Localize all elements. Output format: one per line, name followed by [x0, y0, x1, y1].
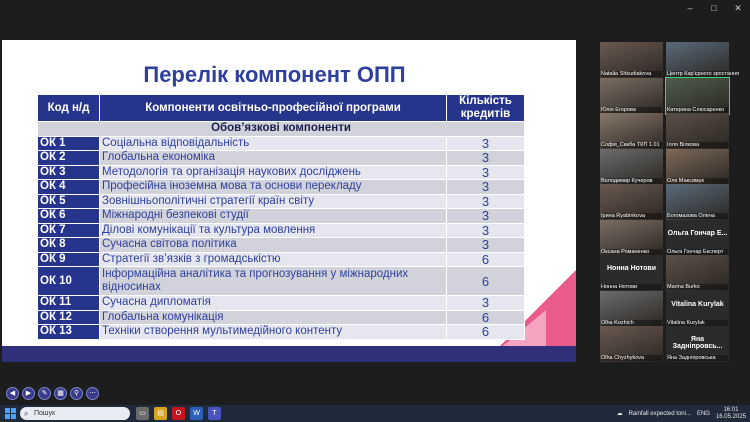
participant-tile[interactable]	[666, 78, 729, 114]
maximize-icon[interactable]: □	[711, 3, 717, 13]
cell-credits: 3	[447, 223, 525, 238]
participant-name: Центр Кар'єрного зростання	[667, 71, 740, 77]
cell-name: Методологія та організація наукових досліджень	[100, 165, 447, 180]
taskbar	[0, 405, 750, 422]
participant-tile[interactable]	[600, 149, 663, 185]
slide-title: Перелік компонент ОПП	[143, 62, 406, 87]
clock-date: 16.05.2025	[715, 413, 746, 420]
close-icon[interactable]: ✕	[734, 3, 742, 13]
word-icon[interactable]: W	[190, 407, 203, 420]
clock-time: 16:01	[723, 406, 739, 413]
taskbar-search[interactable]	[20, 407, 130, 420]
section-heading: Обов’язкові компоненти	[38, 122, 525, 137]
cell-name: Стратегії зв’язків з громадськістю	[100, 252, 447, 267]
cell-credits: 3	[447, 180, 525, 195]
cell-name: Сучасна дипломатія	[100, 296, 447, 311]
cell-name: Ділові комунікації та культура мовлення	[100, 223, 447, 238]
cell-code: ОК 7	[38, 223, 100, 238]
table-row	[38, 165, 525, 180]
table-row	[38, 136, 525, 151]
weather-text[interactable]: Rainfall expected toni...	[628, 410, 691, 417]
cell-credits: 6	[447, 325, 525, 340]
participant-name: Юлія Егорова	[601, 107, 662, 113]
cell-credits: 3	[447, 136, 525, 151]
cell-code: ОК 8	[38, 238, 100, 253]
table-row	[38, 194, 525, 209]
participant-name: Богомазова Олена	[667, 213, 728, 219]
participant-display-name: Нонна Нотови	[607, 265, 656, 272]
table-row	[38, 238, 525, 253]
participant-name: Olha Chyzhykova	[601, 355, 662, 361]
participant-tile[interactable]	[666, 42, 740, 78]
taskbar-apps	[136, 407, 221, 420]
cell-name: Зовнішньополітичні стратегії країн світу	[100, 194, 447, 209]
task-view-icon[interactable]: ▭	[136, 407, 149, 420]
cell-name: Соціальна відповідальність	[100, 136, 447, 151]
shared-slide	[2, 40, 576, 397]
participant-tile[interactable]	[666, 220, 729, 256]
participant-display-name: Vitalina Kurylak	[671, 300, 724, 308]
windows-start-icon[interactable]	[5, 408, 16, 419]
table-row	[38, 252, 525, 267]
participant-name: Володимир Кучеров	[601, 178, 662, 184]
participant-tile[interactable]	[600, 184, 663, 220]
table-row	[38, 209, 525, 224]
participant-name: Оксана Романенко	[601, 249, 662, 255]
participant-tile[interactable]	[600, 42, 663, 78]
cell-credits: 3	[447, 209, 525, 224]
cell-name: Глобальна комунікація	[100, 310, 447, 325]
cell-code: ОК 4	[38, 180, 100, 195]
participant-display-name: Ольга Гончар Е...	[667, 229, 728, 237]
table-row	[38, 223, 525, 238]
search-icon: ⌕	[24, 409, 29, 418]
participant-tile[interactable]	[666, 291, 729, 327]
participant-name: Оля Максимук	[667, 178, 728, 184]
pen-icon[interactable]: ✎	[38, 387, 51, 400]
zoom-icon[interactable]: ⚲	[70, 387, 83, 400]
participant-tile[interactable]	[600, 255, 663, 291]
participant-tile[interactable]	[600, 326, 663, 362]
participant-tile[interactable]	[600, 220, 663, 256]
cell-name: Професійна іноземна мова та основи перекладу	[100, 180, 447, 195]
header-name: Компоненти освітньо-професійної програми	[100, 95, 447, 122]
cell-name: Інформаційна аналітика та прогнозування у міжнародних відносинах	[100, 267, 447, 296]
cell-code: ОК 6	[38, 209, 100, 224]
participant-display-name: Яна Задніпровсь...	[672, 336, 723, 350]
participant-name: Нонна Нотови	[601, 284, 662, 290]
cell-code: ОК 11	[38, 296, 100, 311]
table-row	[38, 296, 525, 311]
participant-tile[interactable]	[600, 78, 663, 114]
window-controls	[678, 0, 750, 16]
cell-name: Міжнародні безпекові студії	[100, 209, 447, 224]
slides-icon[interactable]: ▦	[54, 387, 67, 400]
cell-code: ОК 10	[38, 267, 100, 296]
participant-tile[interactable]	[600, 113, 663, 149]
search-placeholder: Пошук	[34, 410, 56, 417]
weather-icon: ☁	[616, 411, 623, 417]
cell-name: Сучасна світова політика	[100, 238, 447, 253]
table-row	[38, 151, 525, 166]
system-tray	[617, 405, 746, 422]
header-code: Код н/д	[38, 95, 100, 122]
participant-name: Olha Kozhich	[601, 320, 662, 326]
file-explorer-icon[interactable]: ▤	[154, 407, 167, 420]
table-row	[38, 310, 525, 325]
cell-credits: 6	[447, 310, 525, 325]
cell-code: ОК 13	[38, 325, 100, 340]
participant-name: Ольга Гончар Експерт	[667, 249, 728, 255]
participant-tile[interactable]	[600, 291, 663, 327]
opera-icon[interactable]: O	[172, 407, 185, 420]
components-table	[37, 94, 525, 340]
participant-tile[interactable]	[666, 255, 729, 291]
cell-credits: 6	[447, 252, 525, 267]
participant-tile[interactable]	[666, 184, 729, 220]
cell-credits: 6	[447, 267, 525, 296]
participant-name: Ілля Вілкова	[667, 142, 728, 148]
cell-name: Глобальна економіка	[100, 151, 447, 166]
cell-credits: 3	[447, 194, 525, 209]
participant-name: Vitalina Kurylak	[667, 320, 728, 326]
cell-code: ОК 9	[38, 252, 100, 267]
participant-name: Marina Burko	[667, 284, 728, 290]
cell-name: Техніки створення мультимедійного контенту	[100, 325, 447, 340]
slide-toolbar	[6, 387, 99, 400]
participant-tile[interactable]	[666, 149, 729, 185]
participant-name: Ірина Ryabinkova	[601, 213, 662, 219]
minimize-icon[interactable]: –	[687, 3, 693, 13]
teams-icon[interactable]: T	[208, 407, 221, 420]
clock[interactable]	[716, 407, 746, 421]
participant-tile[interactable]	[666, 326, 729, 362]
participant-name: Natalia Shkudiakova	[601, 71, 662, 77]
participant-name: Софія_Скиба ТКП 1.01	[601, 142, 662, 148]
language-indicator[interactable]: ENG	[696, 410, 710, 417]
cell-credits: 3	[447, 165, 525, 180]
table-row	[38, 180, 525, 195]
participant-name: Яна Задніпровська	[667, 355, 728, 361]
table-row	[38, 325, 525, 340]
cell-code: ОК 12	[38, 310, 100, 325]
slide-footer-bar	[2, 346, 576, 362]
header-credits: Кількість кредитів	[447, 95, 525, 122]
participant-name: Катерина Слюсаренко	[667, 107, 728, 113]
more-icon[interactable]: ⋯	[86, 387, 99, 400]
cell-credits: 3	[447, 296, 525, 311]
play-icon[interactable]: ▶	[22, 387, 35, 400]
participant-tile[interactable]	[666, 113, 729, 149]
cell-credits: 3	[447, 238, 525, 253]
cell-credits: 3	[447, 151, 525, 166]
table-row	[38, 267, 525, 296]
cell-code: ОК 1	[38, 136, 100, 151]
cell-code: ОК 2	[38, 151, 100, 166]
cell-code: ОК 3	[38, 165, 100, 180]
prev-icon[interactable]: ◀	[6, 387, 19, 400]
cell-code: ОК 5	[38, 194, 100, 209]
